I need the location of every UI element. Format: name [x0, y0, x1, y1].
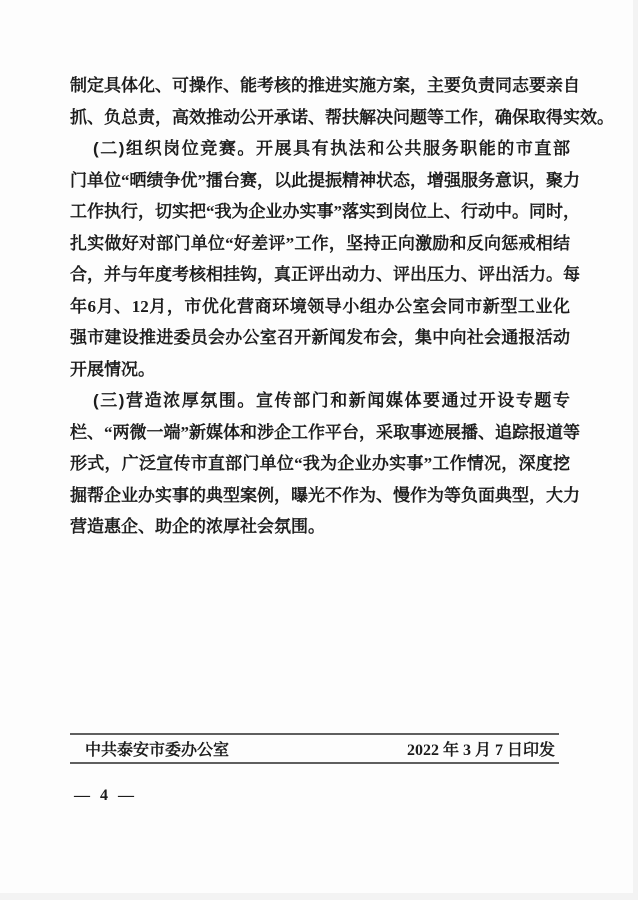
line-text: 工作执行，切实把“我为企业办实事”落实到岗位上、行动中。同时， — [70, 202, 580, 221]
line-text: 年6月、12月，市优化营商环境领导小组办公室会同市新型工业化 — [70, 296, 570, 316]
footer — [70, 736, 559, 761]
line-text: 制定具体化、可操作、能考核的推进实施方案，主要负责同志要亲自 — [70, 76, 580, 95]
line-text: 扎实做好对部门单位“好差评”工作，坚持正向激励和反向惩戒相结 — [70, 233, 570, 253]
text-line — [70, 480, 580, 512]
page-number: — 4 — — [74, 787, 137, 804]
scan-edge-bottom — [0, 893, 638, 900]
text-line — [70, 417, 580, 449]
line-text: 栏、“两微一端”新媒体和涉企工作平台，采取事迹展播、追踪报道等 — [70, 422, 580, 442]
text-line — [70, 228, 570, 260]
line-text: 门单位“晒绩争优”擂台赛，以此提振精神状态，增强服务意识，聚力 — [70, 170, 580, 190]
line-text: 开展具有执法和公共服务职能的市直部 — [255, 139, 570, 158]
footer-divider-top — [70, 733, 559, 735]
issuer-name: 中共泰安市委办公室 — [85, 742, 230, 759]
text-line — [70, 385, 570, 417]
line-text: 宣传部门和新闻媒体要通过开设专题专 — [255, 391, 570, 410]
text-line — [70, 511, 570, 543]
line-text: 合，并与年度考核相挂钩，真正评出动力、评出压力、评出活力。每 — [70, 265, 580, 284]
line-text: 掘帮企业办实事的典型案例，曝光不作为、慢作为等负面典型，大力 — [70, 485, 580, 505]
line-text: 开展情况。 — [70, 359, 155, 379]
text-line — [70, 322, 570, 354]
text-line — [70, 70, 580, 102]
text-line — [70, 165, 580, 197]
scan-edge-right — [633, 0, 638, 900]
text-line — [70, 354, 570, 386]
line-text: 形式，广泛宣传市直部门单位“我为企业办实事”工作情况，深度挖 — [70, 454, 570, 473]
section-heading: (三)营造浓厚氛围。 — [93, 391, 256, 410]
line-text: 强市建设推进委员会办公室召开新闻发布会，集中向社会通报活动 — [70, 328, 570, 347]
text-line — [70, 291, 570, 323]
text-line — [70, 133, 570, 165]
text-line — [70, 196, 580, 228]
line-text: 抓、负总责，高效推动公开承诺、帮扶解决问题等工作，确保取得实效。 — [70, 107, 614, 127]
line-text: 营造惠企、助企的浓厚社会氛围。 — [70, 517, 325, 536]
text-line — [70, 259, 580, 291]
text-line — [70, 102, 614, 134]
text-line — [70, 448, 570, 480]
footer-divider-bottom — [70, 762, 559, 764]
body-text — [70, 70, 614, 543]
section-heading: (二)组织岗位竞赛。 — [93, 139, 256, 158]
print-date: 2022 年 3 月 7 日印发 — [406, 742, 555, 759]
